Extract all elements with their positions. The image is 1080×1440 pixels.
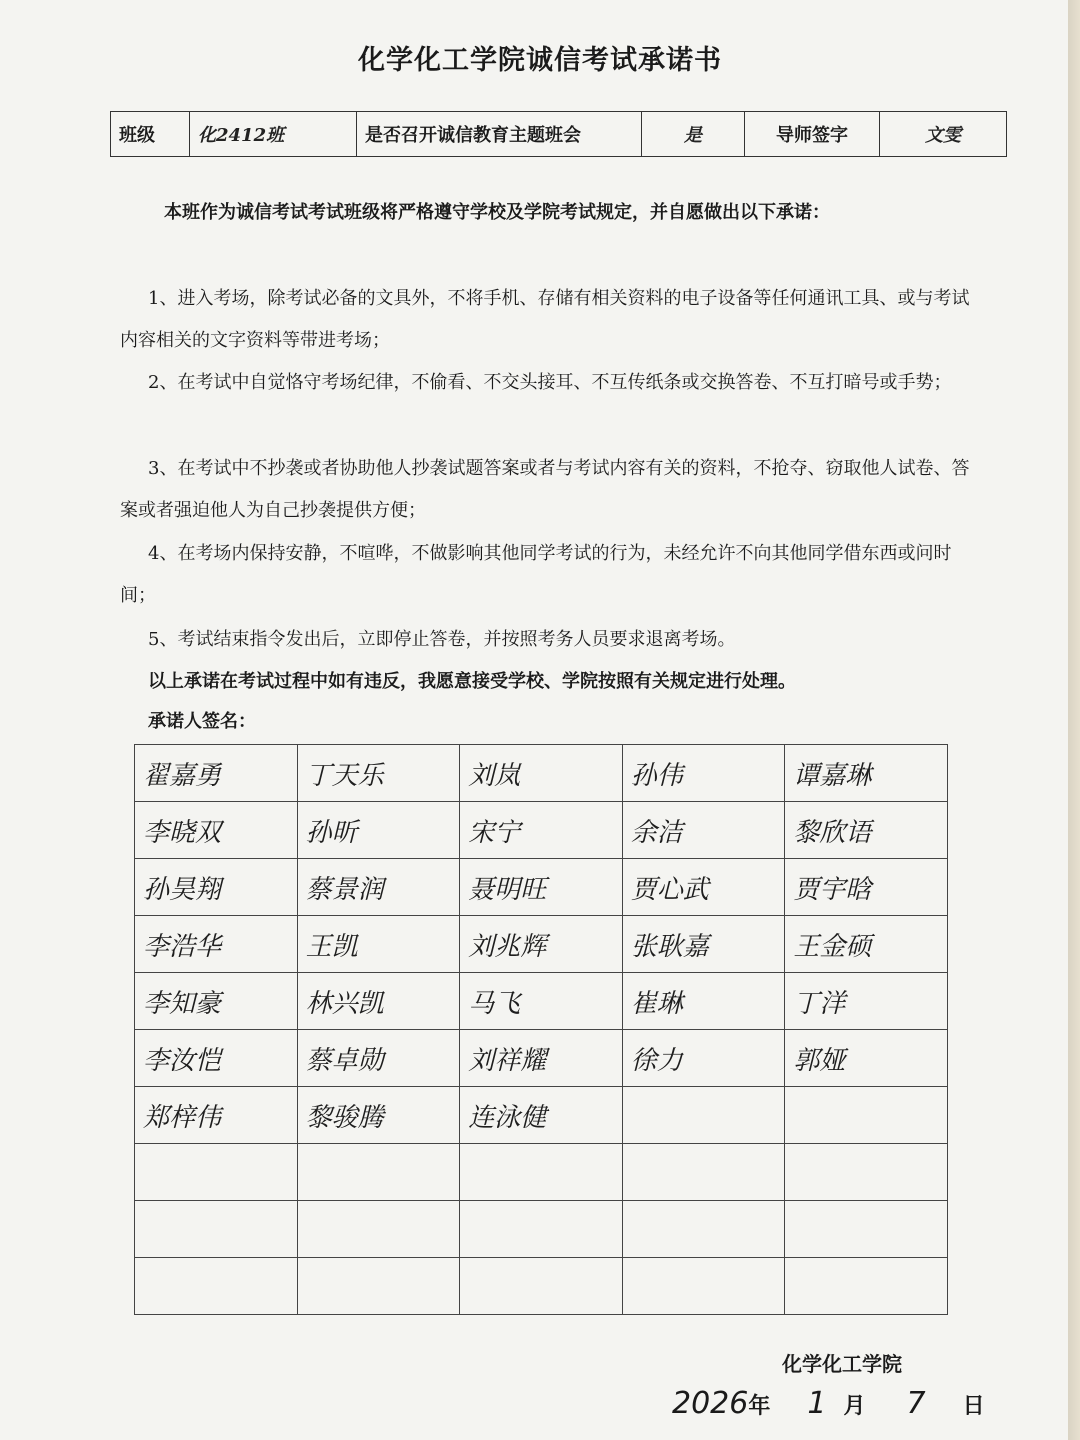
signature-cell: 丁洋 [785, 973, 948, 1030]
empty-signature-cell [297, 1201, 460, 1258]
empty-signature-cell [622, 1201, 785, 1258]
signature-cell: 丁天乐 [297, 745, 460, 802]
signature-cell: 谭嘉琳 [785, 745, 948, 802]
signature-cell: 李晓双 [135, 802, 298, 859]
date-year-unit: 年 [748, 1393, 771, 1419]
date-year: 2026 [672, 1386, 749, 1421]
pledge-item-2: 2、在考试中自觉恪守考场纪律，不偷看、不交头接耳、不互传纸条或交换答卷、不互打暗号或手势； [148, 372, 952, 393]
empty-signature-cell [785, 1087, 948, 1144]
signature-cell: 刘祥耀 [460, 1030, 623, 1087]
signature-table [134, 744, 948, 1315]
signing-date [672, 1386, 985, 1421]
empty-signature-cell [460, 1144, 623, 1201]
signature-cell: 宋宁 [460, 802, 623, 859]
signature-cell: 黎欣语 [785, 802, 948, 859]
signature-cell: 李知豪 [135, 973, 298, 1030]
meeting-label: 是否召开诚信教育主题班会 [357, 112, 642, 157]
signature-row [135, 973, 948, 1030]
class-value-handwritten: 化2412班 [190, 112, 357, 157]
empty-signature-cell [622, 1258, 785, 1315]
signature-label: 承诺人签名： [148, 711, 256, 732]
signature-cell: 马飞 [460, 973, 623, 1030]
signature-cell: 翟嘉勇 [135, 745, 298, 802]
class-label: 班级 [111, 112, 190, 157]
signature-cell: 张耿嘉 [622, 916, 785, 973]
pledge-item-3: 3、在考试中不抄袭或者协助他人抄袭试题答案或者与考试内容有关的资料，不抢夺、窃取他人试卷、答案或者强迫他人为自己抄袭提供方便； [120, 458, 970, 521]
signature-cell: 刘岚 [460, 745, 623, 802]
class-info-table [110, 111, 1007, 157]
signature-row [135, 1201, 948, 1258]
signature-row [135, 802, 948, 859]
date-day: 7 [906, 1386, 926, 1421]
background-surface [1068, 0, 1080, 1440]
signature-cell: 孙伟 [622, 745, 785, 802]
empty-signature-cell [622, 1144, 785, 1201]
empty-signature-cell [785, 1144, 948, 1201]
signature-cell: 郭娅 [785, 1030, 948, 1087]
empty-signature-cell [622, 1087, 785, 1144]
school-name: 化学化工学院 [782, 1352, 902, 1376]
closing-statement: 以上承诺在考试过程中如有违反，我愿意接受学校、学院按照有关规定进行处理。 [148, 671, 796, 692]
signature-cell: 郑梓伟 [135, 1087, 298, 1144]
signature-cell: 贾心武 [622, 859, 785, 916]
advisor-label: 导师签字 [745, 112, 880, 157]
signature-cell: 贾宇晗 [785, 859, 948, 916]
signature-cell: 余洁 [622, 802, 785, 859]
date-month-unit: 月 [843, 1393, 866, 1419]
intro-paragraph: 本班作为诚信考试考试班级将严格遵守学校及学院考试规定，并自愿做出以下承诺： [164, 202, 830, 223]
document-title: 化学化工学院诚信考试承诺书 [358, 45, 722, 76]
empty-signature-cell [785, 1258, 948, 1315]
date-day-unit: 日 [962, 1393, 985, 1419]
signature-row [135, 745, 948, 802]
signature-cell: 刘兆辉 [460, 916, 623, 973]
pledge-item-4: 4、在考场内保持安静，不喧哗，不做影响其他同学考试的行为，未经允许不向其他同学借东西或问时间； [120, 543, 952, 606]
signature-row [135, 1144, 948, 1201]
signature-cell: 黎骏腾 [297, 1087, 460, 1144]
meeting-value-handwritten: 是 [642, 112, 745, 157]
empty-signature-cell [460, 1201, 623, 1258]
signature-cell: 崔琳 [622, 973, 785, 1030]
empty-signature-cell [135, 1201, 298, 1258]
signature-row [135, 859, 948, 916]
empty-signature-cell [460, 1258, 623, 1315]
pledge-item-5: 5、考试结束指令发出后，立即停止答卷，并按照考务人员要求退离考场。 [148, 629, 736, 650]
signature-row [135, 1030, 948, 1087]
signature-cell: 蔡景润 [297, 859, 460, 916]
empty-signature-cell [297, 1144, 460, 1201]
signature-cell: 王金硕 [785, 916, 948, 973]
empty-signature-cell [785, 1201, 948, 1258]
signature-cell: 聂明旺 [460, 859, 623, 916]
signature-cell: 李汝恺 [135, 1030, 298, 1087]
signature-cell: 徐力 [622, 1030, 785, 1087]
signature-cell: 蔡卓勋 [297, 1030, 460, 1087]
signature-row [135, 916, 948, 973]
signature-cell: 孙昊翔 [135, 859, 298, 916]
signature-cell: 孙昕 [297, 802, 460, 859]
empty-signature-cell [135, 1144, 298, 1201]
signature-row [135, 1087, 948, 1144]
signature-cell: 李浩华 [135, 916, 298, 973]
empty-signature-cell [297, 1258, 460, 1315]
signature-cell: 连泳健 [460, 1087, 623, 1144]
signature-row [135, 1258, 948, 1315]
signature-cell: 林兴凯 [297, 973, 460, 1030]
signature-cell: 王凯 [297, 916, 460, 973]
empty-signature-cell [135, 1258, 298, 1315]
pledge-item-1: 1、进入考场，除考试必备的文具外，不将手机、存储有相关资料的电子设备等任何通讯工具、或与考试内容相关的文字资料等带进考场； [120, 288, 970, 351]
date-month: 1 [807, 1386, 827, 1421]
advisor-signature: 文雯 [880, 112, 1007, 157]
